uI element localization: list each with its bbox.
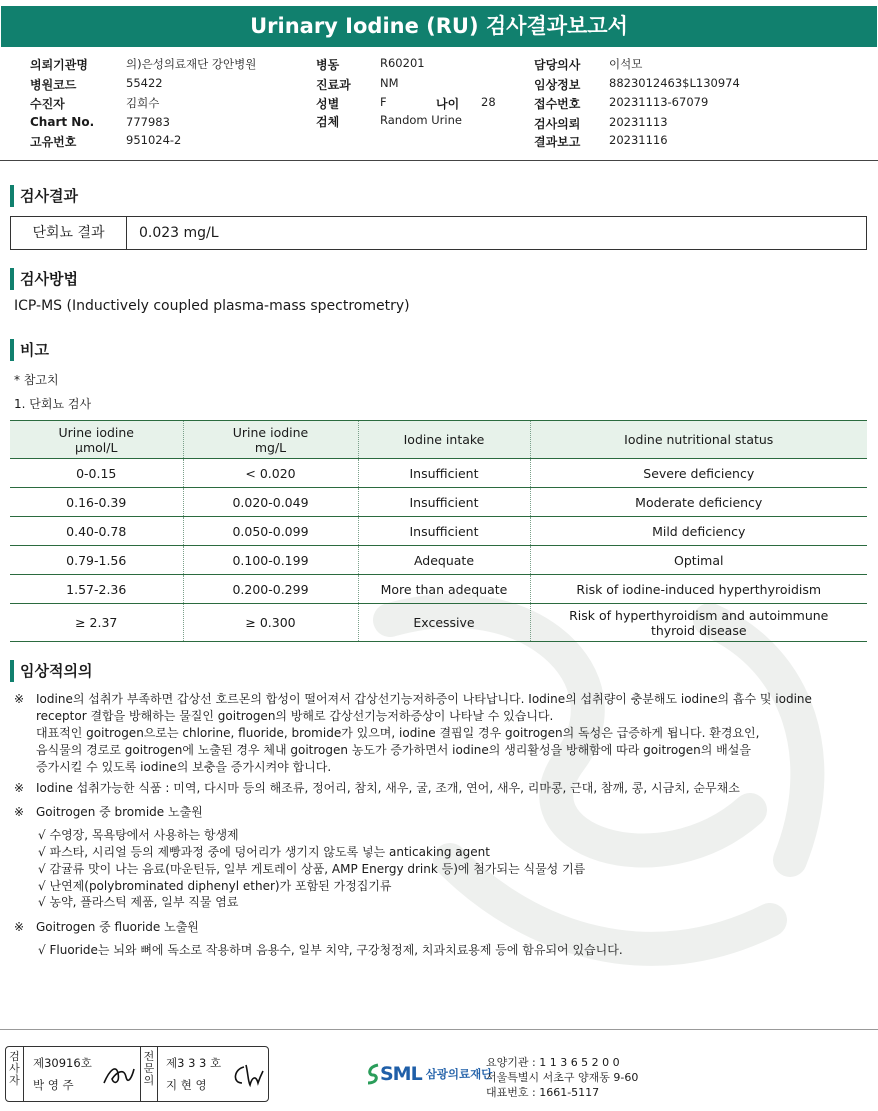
table-cell: 0.020-0.049 bbox=[183, 488, 358, 517]
signature-icon bbox=[102, 1063, 136, 1089]
logo-mark: SML bbox=[380, 1063, 422, 1085]
info-label: 의뢰기관명 bbox=[30, 58, 88, 72]
info-label: 고유번호 bbox=[30, 135, 77, 149]
table-cell: Adequate bbox=[358, 546, 530, 575]
check-icon: √ bbox=[38, 862, 46, 876]
signer-license-no: 제3 3 3 호 bbox=[166, 1056, 222, 1070]
table-row bbox=[10, 546, 867, 575]
table-cell: 1.57-2.36 bbox=[10, 575, 183, 604]
table-row bbox=[10, 604, 867, 642]
info-value: 20231113 bbox=[609, 115, 668, 129]
info-value: NM bbox=[380, 76, 399, 90]
info-label: 검체 bbox=[316, 115, 340, 129]
clinical-line: 음식물의 경로로 goitrogen에 노출된 경우 체내 goitrogen 농도가 증가하면서 iodine의 생리활성을 방해함에 따라 goitrogen의 배설을 bbox=[36, 743, 751, 757]
table-header-row bbox=[10, 421, 867, 459]
signer-role: 전문의 bbox=[140, 1047, 158, 1101]
reference-label: * 참고치 bbox=[14, 373, 59, 387]
table-cell: More than adequate bbox=[358, 575, 530, 604]
info-value: Random Urine bbox=[380, 113, 462, 127]
check-icon: √ bbox=[38, 879, 46, 893]
table-cell: < 0.020 bbox=[183, 459, 358, 488]
clinical-line: 증가시킬 수 있도록 iodine의 보충을 증가시켜야 합니다. bbox=[36, 760, 332, 774]
info-value: 777983 bbox=[126, 115, 170, 129]
info-label: 나이 bbox=[436, 97, 460, 111]
table-cell: 0.16-0.39 bbox=[10, 488, 183, 517]
table-cell: Moderate deficiency bbox=[530, 488, 867, 517]
info-value: 20231116 bbox=[609, 133, 668, 147]
info-label: 접수번호 bbox=[534, 97, 581, 111]
table-cell: Excessive bbox=[358, 604, 530, 642]
table-row bbox=[10, 575, 867, 604]
table-row bbox=[10, 459, 867, 488]
info-value: 28 bbox=[481, 95, 496, 109]
reference-mark: ※ bbox=[14, 805, 25, 819]
clinical-line: Goitrogen 중 fluoride 노출원 bbox=[36, 920, 199, 934]
patient-info bbox=[0, 55, 878, 155]
clinical-line: 대표적인 goitrogen으로는 chlorine, fluoride, bromide가 있으며, iodine 결핍일 경우 goitrogen의 독성은 급증하게 됩니다. 환경요인, bbox=[36, 726, 760, 740]
table-cell: 0.200-0.299 bbox=[183, 575, 358, 604]
list-item: √ 수영장, 목욕탕에서 사용하는 항생제 bbox=[38, 828, 239, 842]
table-cell: Insufficient bbox=[358, 517, 530, 546]
logo-org-name: 삼광의료재단 bbox=[425, 1067, 493, 1081]
table-row bbox=[10, 488, 867, 517]
info-value: 의)은성의료재단 강안병원 bbox=[126, 57, 257, 71]
info-label: 담당의사 bbox=[534, 58, 581, 72]
table-cell: 0.79-1.56 bbox=[10, 546, 183, 575]
table-cell: 0.40-0.78 bbox=[10, 517, 183, 546]
info-value: F bbox=[380, 95, 387, 109]
info-value: 20231113-67079 bbox=[609, 95, 709, 109]
list-item: √ 감귤류 맛이 나는 음료(마운틴듀, 일부 게토레이 상품, AMP Energy drink 등)에 첨가되는 식물성 기름 bbox=[38, 862, 586, 876]
report-title: Urinary Iodine (RU) 검사결과보고서 bbox=[1, 6, 877, 47]
section-title-method: 검사방법 bbox=[10, 268, 78, 290]
signer-role: 검사자 bbox=[6, 1047, 24, 1101]
info-label: 임상정보 bbox=[534, 78, 581, 92]
signature-icon bbox=[230, 1063, 264, 1089]
list-item: √ 난연제(polybrominated diphenyl ether)가 포함된 가정집기류 bbox=[38, 879, 392, 893]
table-cell: 0.050-0.099 bbox=[183, 517, 358, 546]
reference-sub-label: 1. 단회뇨 검사 bbox=[14, 397, 92, 411]
check-icon: √ bbox=[38, 943, 46, 957]
info-label: 병원코드 bbox=[30, 78, 77, 92]
method-text: ICP-MS (Inductively coupled plasma-mass spectrometry) bbox=[14, 298, 410, 314]
table-cell: Mild deficiency bbox=[530, 517, 867, 546]
table-cell: Optimal bbox=[530, 546, 867, 575]
reference-mark: ※ bbox=[14, 920, 25, 934]
result-box bbox=[10, 216, 867, 250]
info-label: 진료과 bbox=[316, 78, 351, 92]
clinical-line: Iodine 섭취가능한 식품 : 미역, 다시마 등의 해조류, 정어리, 참치, 새우, 굴, 조개, 연어, 새우, 리마콩, 근대, 참깨, 콩, 시금치, 순무채소 bbox=[36, 781, 740, 795]
table-cell: Insufficient bbox=[358, 459, 530, 488]
info-value: 8823012463$L130974 bbox=[609, 76, 740, 90]
signer-name: 박 영 주 bbox=[33, 1078, 74, 1092]
contact-info bbox=[486, 1055, 638, 1100]
info-value: 55422 bbox=[126, 76, 163, 90]
info-label: 결과보고 bbox=[534, 135, 581, 149]
signature-box bbox=[5, 1046, 269, 1102]
table-cell: Insufficient bbox=[358, 488, 530, 517]
table-cell: Risk of hyperthyroidism and autoimmune thyroid disease bbox=[530, 604, 867, 642]
logo-swoosh-icon bbox=[366, 1063, 380, 1085]
info-label: 병동 bbox=[316, 58, 340, 72]
info-label: 검사의뢰 bbox=[534, 117, 581, 131]
company-logo bbox=[366, 1054, 492, 1094]
clinical-line: receptor 결합을 방해하는 물질인 goitrogen의 방해로 갑상선기능저하증상이 나타날 수 있습니다. bbox=[36, 709, 554, 723]
info-label: 수진자 bbox=[30, 97, 65, 111]
check-icon: √ bbox=[38, 828, 46, 842]
table-header: Urine iodine mg/L bbox=[183, 421, 358, 459]
list-item: √ Fluoride는 뇌와 뼈에 독소로 작용하며 음용수, 일부 치약, 구강청정제, 치과치료용제 등에 함유되어 있습니다. bbox=[38, 943, 623, 957]
signer-name: 지 현 영 bbox=[166, 1078, 207, 1092]
info-value: R60201 bbox=[380, 56, 425, 70]
check-icon: √ bbox=[38, 895, 46, 909]
table-header: Urine iodine μmol/L bbox=[10, 421, 183, 459]
list-item: √ 농약, 플라스틱 제품, 일부 직물 염료 bbox=[38, 895, 239, 909]
reference-mark: ※ bbox=[14, 781, 25, 795]
clinical-line: Goitrogen 중 bromide 노출원 bbox=[36, 805, 203, 819]
table-cell: 0-0.15 bbox=[10, 459, 183, 488]
table-cell: Severe deficiency bbox=[530, 459, 867, 488]
table-cell: ≥ 2.37 bbox=[10, 604, 183, 642]
info-label: 성별 bbox=[316, 97, 340, 111]
table-cell: ≥ 0.300 bbox=[183, 604, 358, 642]
section-title-result: 검사결과 bbox=[10, 185, 78, 207]
info-label: Chart No. bbox=[30, 115, 95, 129]
section-title-note: 비고 bbox=[10, 339, 49, 361]
reference-table bbox=[10, 420, 867, 642]
header-divider bbox=[0, 160, 878, 161]
reference-mark: ※ bbox=[14, 692, 25, 706]
result-value: 0.023 mg/L bbox=[139, 225, 219, 241]
contact-line: 서울특별시 서초구 양재동 9-60 bbox=[486, 1071, 639, 1084]
table-cell: Risk of iodine-induced hyperthyroidism bbox=[530, 575, 867, 604]
contact-line: 요양기관 : 1 1 3 6 5 2 0 0 bbox=[486, 1056, 620, 1069]
contact-line: 대표번호 : 1661-5117 bbox=[486, 1086, 600, 1099]
footer-divider bbox=[0, 1029, 878, 1030]
section-title-clinical: 임상적의의 bbox=[10, 660, 92, 682]
clinical-line: Iodine의 섭취가 부족하면 갑상선 호르몬의 합성이 떨어져서 갑상선기능저하증이 나타납니다. Iodine의 섭취량이 충분해도 iodine의 흡수 및 iodine bbox=[36, 692, 812, 706]
signer-license-no: 제30916호 bbox=[33, 1056, 92, 1070]
info-value: 951024-2 bbox=[126, 133, 182, 147]
table-header: Iodine intake bbox=[358, 421, 530, 459]
check-icon: √ bbox=[38, 845, 46, 859]
result-label: 단회뇨 결과 bbox=[11, 217, 127, 249]
list-item: √ 파스타, 시리얼 등의 제빵과정 중에 덩어리가 생기지 않도록 넣는 anticaking agent bbox=[38, 845, 490, 859]
table-row bbox=[10, 517, 867, 546]
table-header: Iodine nutritional status bbox=[530, 421, 867, 459]
table-cell: 0.100-0.199 bbox=[183, 546, 358, 575]
info-value: 이석모 bbox=[609, 57, 643, 71]
info-value: 김희수 bbox=[126, 96, 160, 110]
